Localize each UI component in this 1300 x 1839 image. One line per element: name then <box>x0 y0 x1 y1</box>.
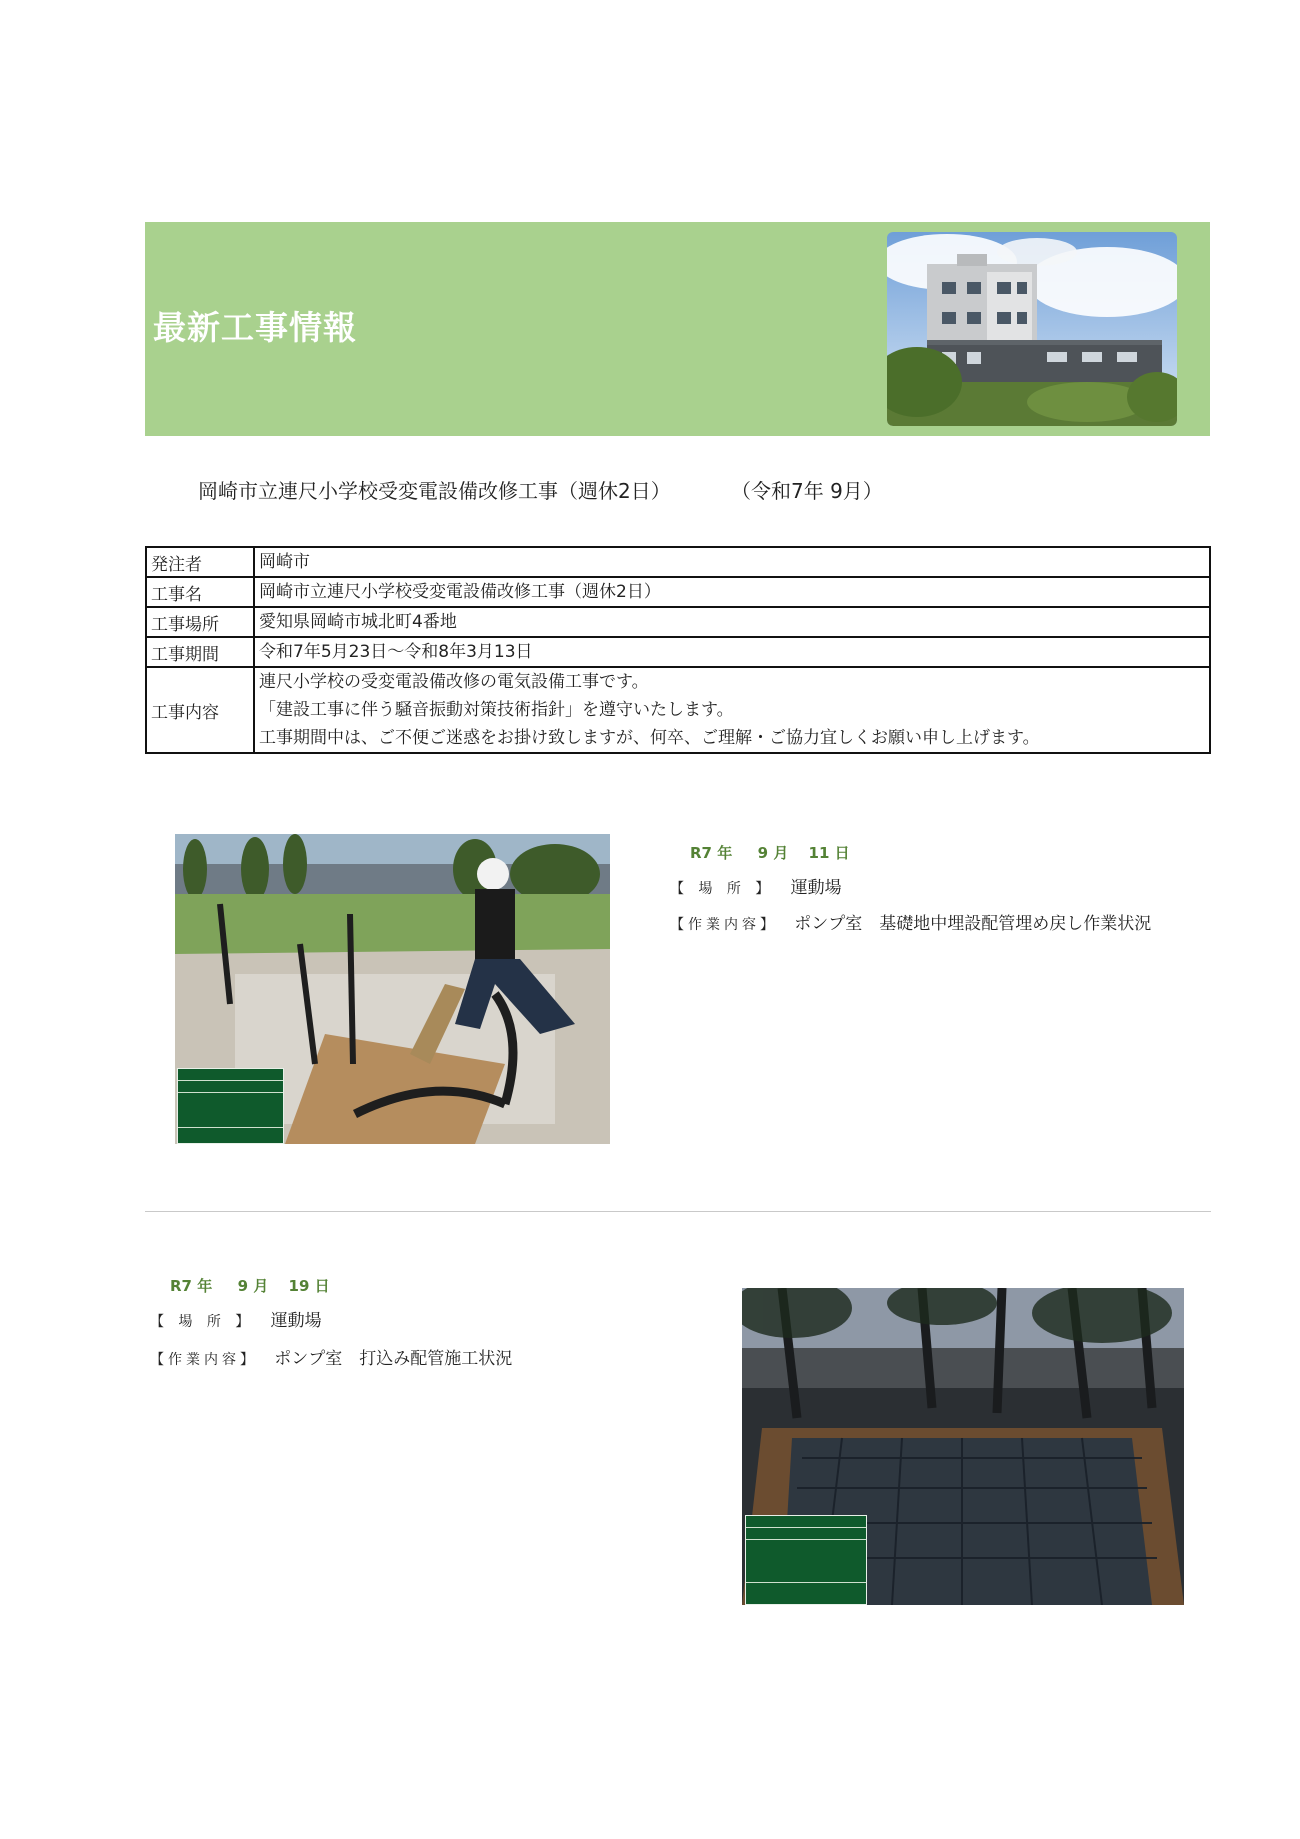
row-key: 発注者 <box>146 547 254 577</box>
row-value-line: 岡崎市 <box>259 552 310 572</box>
site-photo-rebar <box>742 1288 1184 1605</box>
table-row <box>146 667 1210 753</box>
photo-info-board <box>745 1515 867 1605</box>
entry-work: ポンプ室 打込み配管施工状況 <box>274 1349 513 1369</box>
entry-date: R7 年 9 月 19 日 <box>170 1277 330 1295</box>
entry-date: R7 年 9 月 11 日 <box>690 844 850 862</box>
header-banner <box>145 222 1210 436</box>
entry-place-label: 【 場 所 】 <box>150 1314 255 1330</box>
entry-work: ポンプ室 基礎地中埋設配管埋め戻し作業状況 <box>794 914 1152 934</box>
page-title: 最新工事情報 <box>153 308 357 347</box>
table-row <box>146 547 1210 577</box>
project-name: 岡崎市立連尺小学校受変電設備改修工事（週休2日） <box>198 479 671 503</box>
row-key: 工事名 <box>146 577 254 607</box>
table-row <box>146 577 1210 607</box>
row-value-line: 工事期間中は、ご不便ご迷惑をお掛け致しますが、何卒、ご理解・ご協力宜しくお願い申し上げます。 <box>259 728 1040 748</box>
row-value-line: 「建設工事に伴う騒音振動対策技術指針」を遵守いたします。 <box>259 700 734 720</box>
row-value <box>254 577 1210 607</box>
project-period: （令和7年 9月） <box>731 479 883 503</box>
entry-work-label: 【作業内容】 <box>670 917 778 933</box>
entry-work-label: 【作業内容】 <box>150 1352 258 1368</box>
table-row <box>146 637 1210 667</box>
row-key: 工事内容 <box>146 667 254 753</box>
entry-work-row <box>150 1344 512 1369</box>
entry-place: 運動場 <box>790 878 842 898</box>
row-key: 工事場所 <box>146 607 254 637</box>
project-info-table <box>145 546 1211 754</box>
site-photo-backfill <box>175 834 610 1144</box>
table-row <box>146 607 1210 637</box>
entry-place-label: 【 場 所 】 <box>670 881 775 897</box>
row-value-line: 愛知県岡崎市城北町4番地 <box>259 612 457 632</box>
section-divider <box>145 1211 1211 1212</box>
row-key: 工事期間 <box>146 637 254 667</box>
project-heading <box>198 475 883 504</box>
row-value <box>254 607 1210 637</box>
entry-work-row <box>670 909 1151 934</box>
row-value-line: 連尺小学校の受変電設備改修の電気設備工事です。 <box>259 672 649 692</box>
row-value <box>254 637 1210 667</box>
row-value <box>254 667 1210 753</box>
entry-place-row <box>150 1306 322 1331</box>
entry-place-row <box>670 873 842 898</box>
building-photo <box>887 232 1177 426</box>
row-value-line: 岡崎市立連尺小学校受変電設備改修工事（週休2日） <box>259 582 661 602</box>
row-value <box>254 547 1210 577</box>
entry-place: 運動場 <box>270 1311 322 1331</box>
photo-info-board <box>177 1068 284 1144</box>
row-value-line: 令和7年5月23日～令和8年3月13日 <box>259 642 533 662</box>
